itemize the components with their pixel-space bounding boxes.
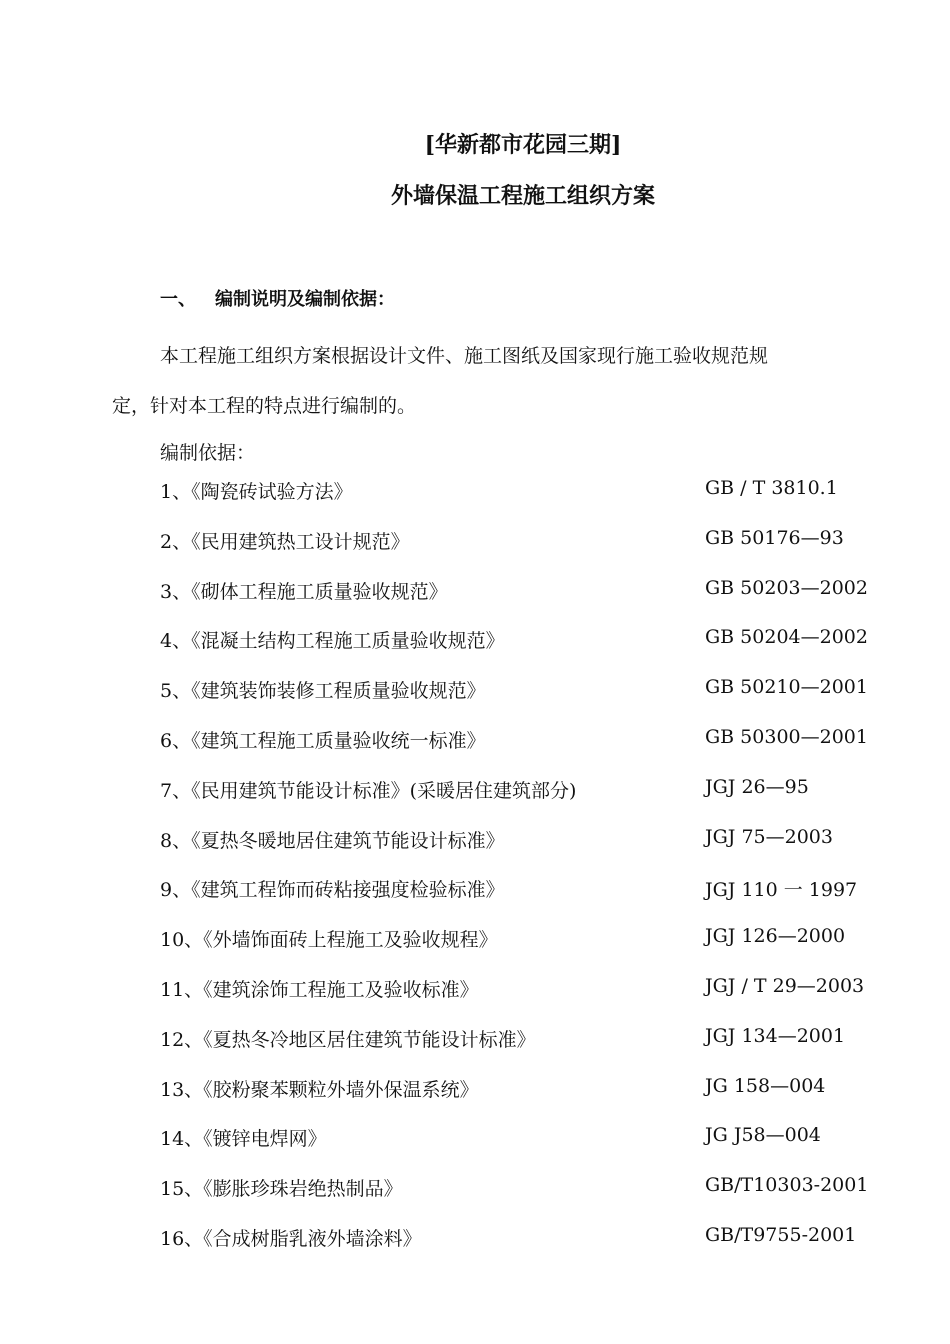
- reference-item: [0, 626, 950, 656]
- reference-standard-code: JGJ 126—2000: [705, 925, 846, 947]
- reference-item: [0, 925, 950, 955]
- reference-item: [0, 1224, 950, 1254]
- reference-item: [0, 726, 950, 756]
- reference-title: 12、《夏热冬冷地区居住建筑节能设计标准》: [160, 1029, 536, 1051]
- reference-title: 15、《膨胀珍珠岩绝热制品》: [160, 1178, 403, 1200]
- reference-item: [0, 875, 950, 905]
- reference-standard-code: JG J58—004: [705, 1124, 821, 1146]
- reference-item: [0, 1075, 950, 1105]
- reference-title: 8、《夏热冬暖地居住建筑节能设计标准》: [160, 830, 505, 852]
- reference-title: 6、《建筑工程施工质量验收统一标准》: [160, 730, 486, 752]
- reference-standard-code: JGJ 26—95: [705, 776, 809, 798]
- section-heading-text: 编制说明及编制依据：: [215, 289, 395, 310]
- reference-item: [0, 1174, 950, 1204]
- reference-title: 9、《建筑工程饰而砖粘接强度检验标准》: [160, 879, 505, 901]
- reference-title: 10、《外墙饰面砖上程施工及验收规程》: [160, 929, 498, 951]
- reference-title: 7、《民用建筑节能设计标准》(采暖居住建筑部分): [160, 780, 577, 802]
- intro-paragraph-line-2: 定，针对本工程的特点进行编制的。: [112, 395, 417, 417]
- reference-standard-code: JG 158—004: [705, 1075, 826, 1097]
- reference-standard-code: JGJ / T 29—2003: [705, 975, 865, 997]
- reference-item: [0, 975, 950, 1005]
- reference-title: 14、《镀锌电焊网》: [160, 1128, 327, 1150]
- reference-title: 5、《建筑装饰装修工程质量验收规范》: [160, 680, 486, 702]
- reference-item: [0, 527, 950, 557]
- reference-standard-code: GB/T9755-2001: [705, 1224, 857, 1246]
- reference-standard-code: GB 50204—2002: [705, 626, 868, 648]
- section-heading: [160, 285, 395, 311]
- reference-item: [0, 826, 950, 856]
- document-title-main: 外墙保温工程施工组织方案: [390, 183, 655, 209]
- basis-label: 编制依据：: [160, 442, 256, 464]
- reference-standard-code: JGJ 134—2001: [705, 1025, 846, 1047]
- reference-title: 11、《建筑涂饰工程施工及验收标准》: [160, 979, 479, 1001]
- reference-item: [0, 1025, 950, 1055]
- reference-title: 2、《民用建筑热工设计规范》: [160, 531, 410, 553]
- reference-standard-code: GB 50203—2002: [705, 577, 868, 599]
- reference-title: 13、《胶粉聚苯颗粒外墙外保温系统》: [160, 1079, 479, 1101]
- reference-title: 16、《合成树脂乳液外墙涂料》: [160, 1228, 422, 1250]
- reference-item: [0, 577, 950, 607]
- reference-item: [0, 477, 950, 507]
- reference-title: 4、《混凝土结构工程施工质量验收规范》: [160, 630, 505, 652]
- reference-standard-code: GB 50176—93: [705, 527, 844, 549]
- reference-item: [0, 676, 950, 706]
- reference-standard-code: JGJ 75—2003: [705, 826, 833, 848]
- reference-standard-code: GB 50210—2001: [705, 676, 868, 698]
- reference-item: [0, 776, 950, 806]
- reference-standard-code: GB / T 3810.1: [705, 477, 838, 499]
- reference-standard-code: JGJ 110 一 1997: [705, 879, 858, 901]
- section-number: 一、: [160, 289, 196, 310]
- reference-standard-code: GB/T10303-2001: [705, 1174, 869, 1196]
- intro-paragraph-line-1: 本工程施工组织方案根据设计文件、施工图纸及国家现行施工验收规范规: [160, 345, 769, 367]
- reference-item: [0, 1124, 950, 1154]
- reference-title: 1、《陶瓷砖试验方法》: [160, 481, 353, 503]
- reference-title: 3、《砌体工程施工质量验收规范》: [160, 581, 448, 603]
- document-title-project: [华新都市花园三期]: [424, 132, 622, 158]
- reference-standard-code: GB 50300—2001: [705, 726, 868, 748]
